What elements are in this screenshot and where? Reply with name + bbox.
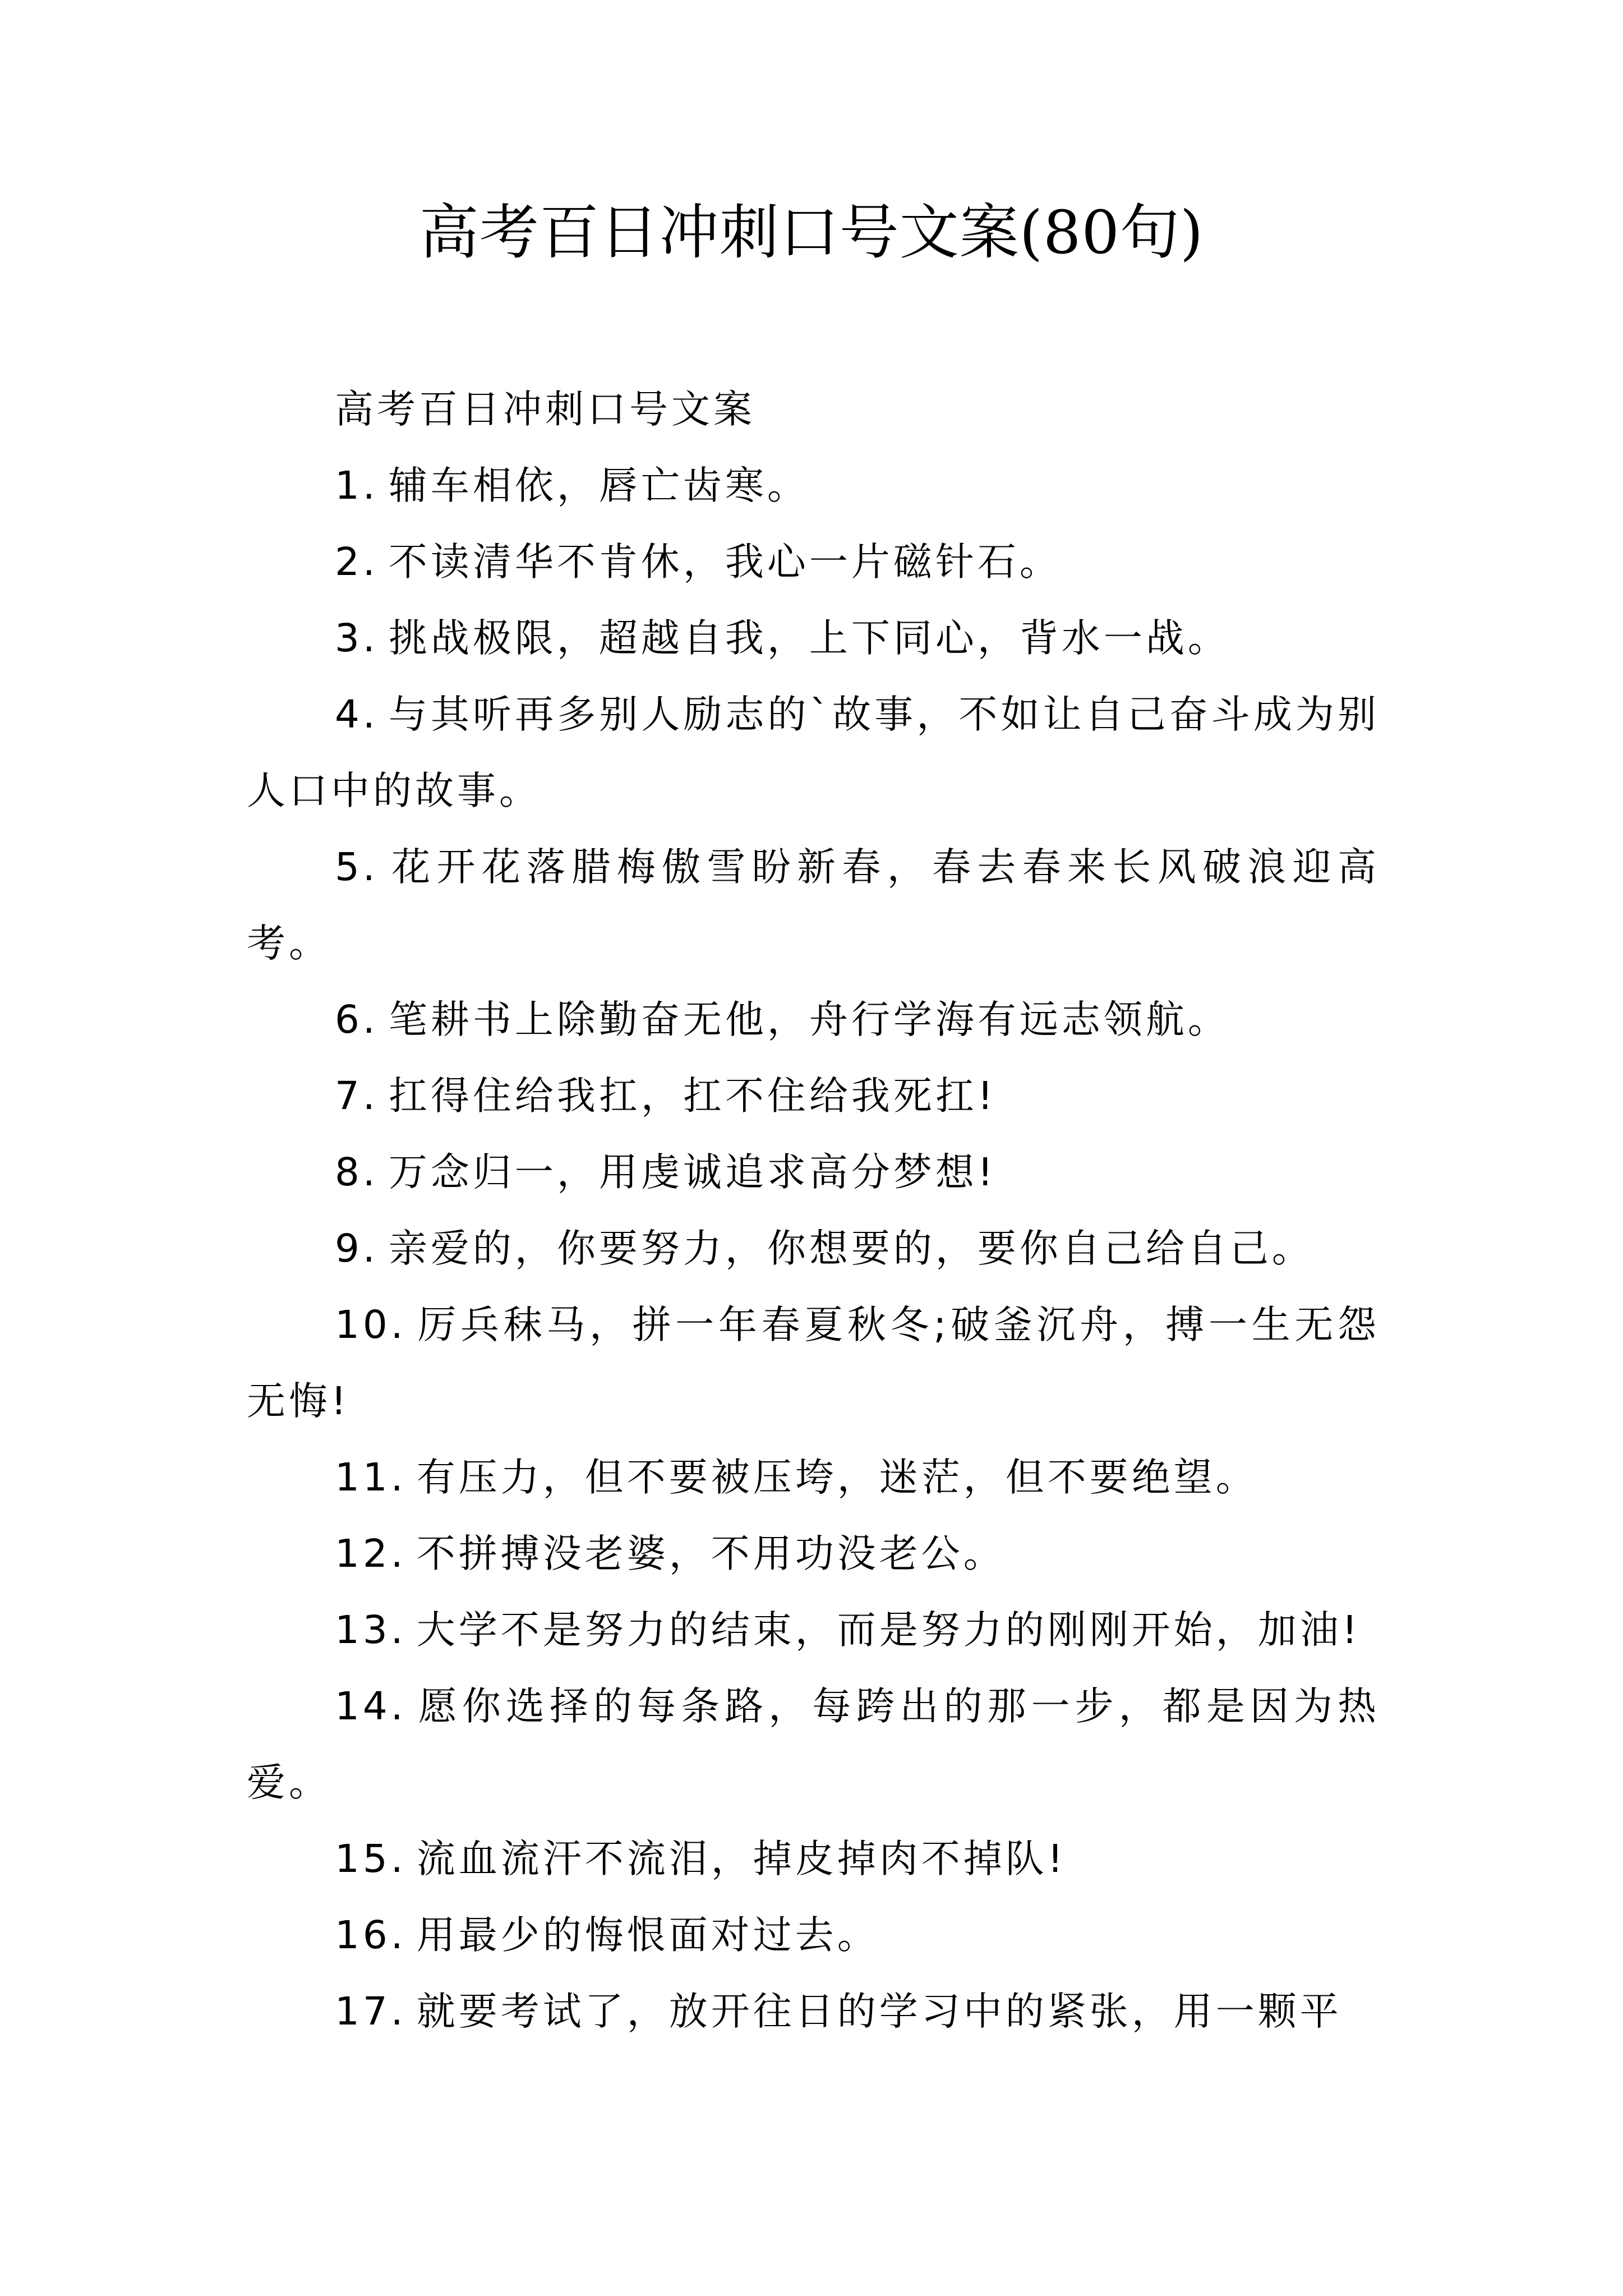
list-item [247, 1668, 1380, 1821]
item-number: 10. [335, 1303, 407, 1347]
item-number: 5. [335, 845, 379, 890]
item-number: 7. [335, 1074, 379, 1119]
item-number: 8. [335, 1150, 379, 1195]
list-item [247, 1211, 1380, 1287]
item-text: 花开花落腊梅傲雪盼新春，春去春来长风破浪迎高考。 [247, 845, 1380, 966]
list-item [247, 677, 1380, 829]
item-number: 16. [335, 1913, 407, 1958]
list-item [247, 1287, 1380, 1439]
item-number: 12. [335, 1531, 407, 1576]
item-text: 用最少的悔恨面对过去。 [416, 1913, 879, 1958]
list-item [247, 1439, 1380, 1516]
item-text: 厉兵秣马，拼一年春夏秋冬;破釜沉舟，搏一生无怨无悔! [247, 1303, 1380, 1424]
list-item [247, 524, 1380, 600]
document-subtitle: 高考百日冲刺口号文案 [335, 387, 755, 432]
item-text: 流血流汗不流泪，掉皮掉肉不掉队! [416, 1837, 1067, 1881]
list-item [247, 448, 1380, 524]
item-number: 13. [335, 1608, 407, 1653]
document-body [247, 371, 1380, 2050]
item-text: 辅车相依，唇亡齿寒。 [388, 463, 809, 508]
item-number: 14. [335, 1684, 407, 1729]
list-item [247, 1592, 1380, 1668]
list-item [247, 829, 1380, 982]
item-text: 挑战极限，超越自我，上下同心，背水一战。 [388, 616, 1230, 661]
item-text: 有压力，但不要被压垮，迷茫，但不要绝望。 [416, 1455, 1258, 1500]
list-item [247, 1821, 1380, 1897]
item-text: 不读清华不肯休，我心一片磁针石。 [388, 540, 1062, 585]
document-title: 高考百日冲刺口号文案(80句) [419, 198, 1204, 267]
item-number: 17. [335, 1989, 407, 2034]
item-text: 大学不是努力的结束，而是努力的刚刚开始，加油! [416, 1608, 1361, 1653]
item-text: 万念归一，用虔诚追求高分梦想! [388, 1150, 997, 1195]
list-item [247, 1973, 1380, 2050]
item-number: 11. [335, 1455, 407, 1500]
list-item [247, 982, 1380, 1058]
item-text: 愿你选择的每条路，每跨出的那一步，都是因为热爱。 [247, 1684, 1380, 1805]
list-item [247, 1058, 1380, 1134]
item-number: 3. [335, 616, 379, 661]
item-number: 15. [335, 1837, 407, 1881]
item-number: 2. [335, 540, 379, 585]
item-number: 1. [335, 463, 379, 508]
item-text: 扛得住给我扛，扛不住给我死扛! [388, 1074, 997, 1119]
item-number: 4. [335, 692, 379, 737]
item-text: 就要考试了，放开往日的学习中的紧张，用一颗平 [416, 1989, 1342, 2034]
item-text: 与其听再多别人励志的`故事，不如让自己奋斗成为别人口中的故事。 [247, 692, 1380, 813]
item-text: 不拼搏没老婆，不用功没老公。 [416, 1531, 1006, 1576]
list-item [247, 1897, 1380, 1973]
item-text: 亲爱的，你要努力，你想要的，要你自己给自己。 [388, 1226, 1314, 1271]
item-text: 笔耕书上除勤奋无他，舟行学海有远志领航。 [388, 997, 1230, 1042]
item-number: 9. [335, 1226, 379, 1271]
list-item [247, 1134, 1380, 1211]
item-number: 6. [335, 997, 379, 1042]
list-item [247, 600, 1380, 677]
list-item [247, 1516, 1380, 1592]
